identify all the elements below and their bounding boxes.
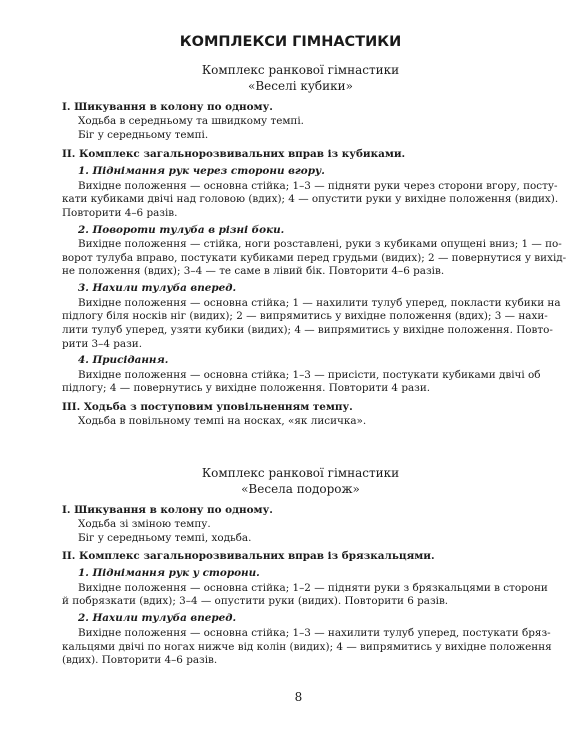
complex2-ex1-line1: Вихідне положення — основна стійка; 1–2 — підняти руки з брязкальцями в сторони [78, 582, 548, 594]
complex1-subtitle: «Веселі кубики» [248, 79, 353, 93]
complex2-section2-heading: II. Комплекс загальнорозвивальних вправ із брязкальцями. [62, 550, 435, 562]
page-title: КОМПЛЕКСИ ГІМНАСТИКИ [179, 34, 402, 50]
complex1-ex4-line1: Вихідне положення — основна стійка; 1–3 — присісти, постукати кубиками двічі об [78, 369, 541, 381]
complex1-ex2-line3: не положення (вдих); 3–4 — те саме в лівий бік. Повторити 4–6 разів. [62, 265, 445, 277]
complex1-ex1-line1: Вихідне положення — основна стійка; 1–3 — підняти руки через сторони вгору, посту- [78, 180, 558, 192]
complex1-ex1-title: 1. Піднімання рук через сторони вгору. [78, 165, 325, 177]
complex1-ex2-line2: ворот тулуба вправо, постукати кубиками перед грудьми (видих); 2 — повернутися у вихід- [62, 252, 567, 264]
complex2-ex2-title: 2. Нахили тулуба вперед. [78, 612, 237, 624]
complex1-section3-heading: III. Ходьба з поступовим уповільненням темпу. [62, 401, 353, 413]
complex1-ex1-line3: Повторити 4–6 разів. [62, 207, 178, 219]
complex1-ex2-title: 2. Повороти тулуба в різні боки. [78, 224, 285, 236]
complex1-ex1-line2: кати кубиками двічі над головою (вдих); 4 — опустити руки у вихідне положення (видих). [62, 193, 559, 205]
complex2-ex2-line3: (вдих). Повторити 4–6 разів. [62, 654, 218, 666]
complex1-ex3-line4: рити 3–4 рази. [62, 338, 143, 350]
complex1-ex3-line2: підлогу біля носків ніг (видих); 2 — випрямитись у вихідне положення (вдих); 3 — нахи- [62, 310, 548, 322]
complex1-section3-line1: Ходьба в повільному темпі на носках, «як лисичка». [78, 415, 367, 427]
complex1-title: Комплекс ранкової гімнастики [201, 63, 400, 77]
complex1-section1-line2: Біг у середньому темпі. [78, 129, 209, 141]
complex1-section1-heading: I. Шикування в колону по одному. [62, 101, 273, 113]
complex2-section1-line2: Біг у середньому темпі, ходьба. [78, 532, 252, 544]
complex2-ex2-line1: Вихідне положення — основна стійка; 1–3 — нахилити тулуб уперед, постукати бряз- [78, 627, 551, 639]
complex2-section1-heading: I. Шикування в колону по одному. [62, 504, 273, 516]
complex1-ex3-title: 3. Нахили тулуба вперед. [78, 282, 237, 294]
complex2-section1-line1: Ходьба зі зміною темпу. [78, 518, 211, 530]
page-number: 8 [294, 690, 303, 704]
complex1-section2-heading: II. Комплекс загальнорозвивальних вправ із кубиками. [62, 148, 406, 160]
complex2-ex2-line2: кальцями двічі по ногах нижче від колін (видих); 4 — випрямитись у вихідне положення [62, 641, 552, 653]
complex2-ex1-line2: й побрязкати (вдих); 3–4 — опустити руки (видих). Повторити 6 разів. [62, 595, 449, 607]
complex1-section1-line1: Ходьба в середньому та швидкому темпі. [78, 115, 304, 127]
complex2-subtitle: «Весела подорож» [241, 482, 360, 496]
complex2-title: Комплекс ранкової гімнастики [201, 466, 400, 480]
complex1-ex4-line2: підлогу; 4 — повернутись у вихідне положення. Повторити 4 рази. [62, 382, 431, 394]
complex1-ex4-title: 4. Присідання. [78, 354, 169, 366]
complex1-ex2-line1: Вихідне положення — стійка, ноги розставлені, руки з кубиками опущені вниз; 1 — по- [78, 238, 562, 250]
complex1-ex3-line1: Вихідне положення — основна стійка; 1 — нахилити тулуб уперед, покласти кубики на [78, 297, 561, 309]
complex1-ex3-line3: лити тулуб уперед, узяти кубики (видих); 4 — випрямитись у вихідне положення. Повто- [62, 324, 553, 336]
complex2-ex1-title: 1. Піднімання рук у сторони. [78, 567, 260, 579]
